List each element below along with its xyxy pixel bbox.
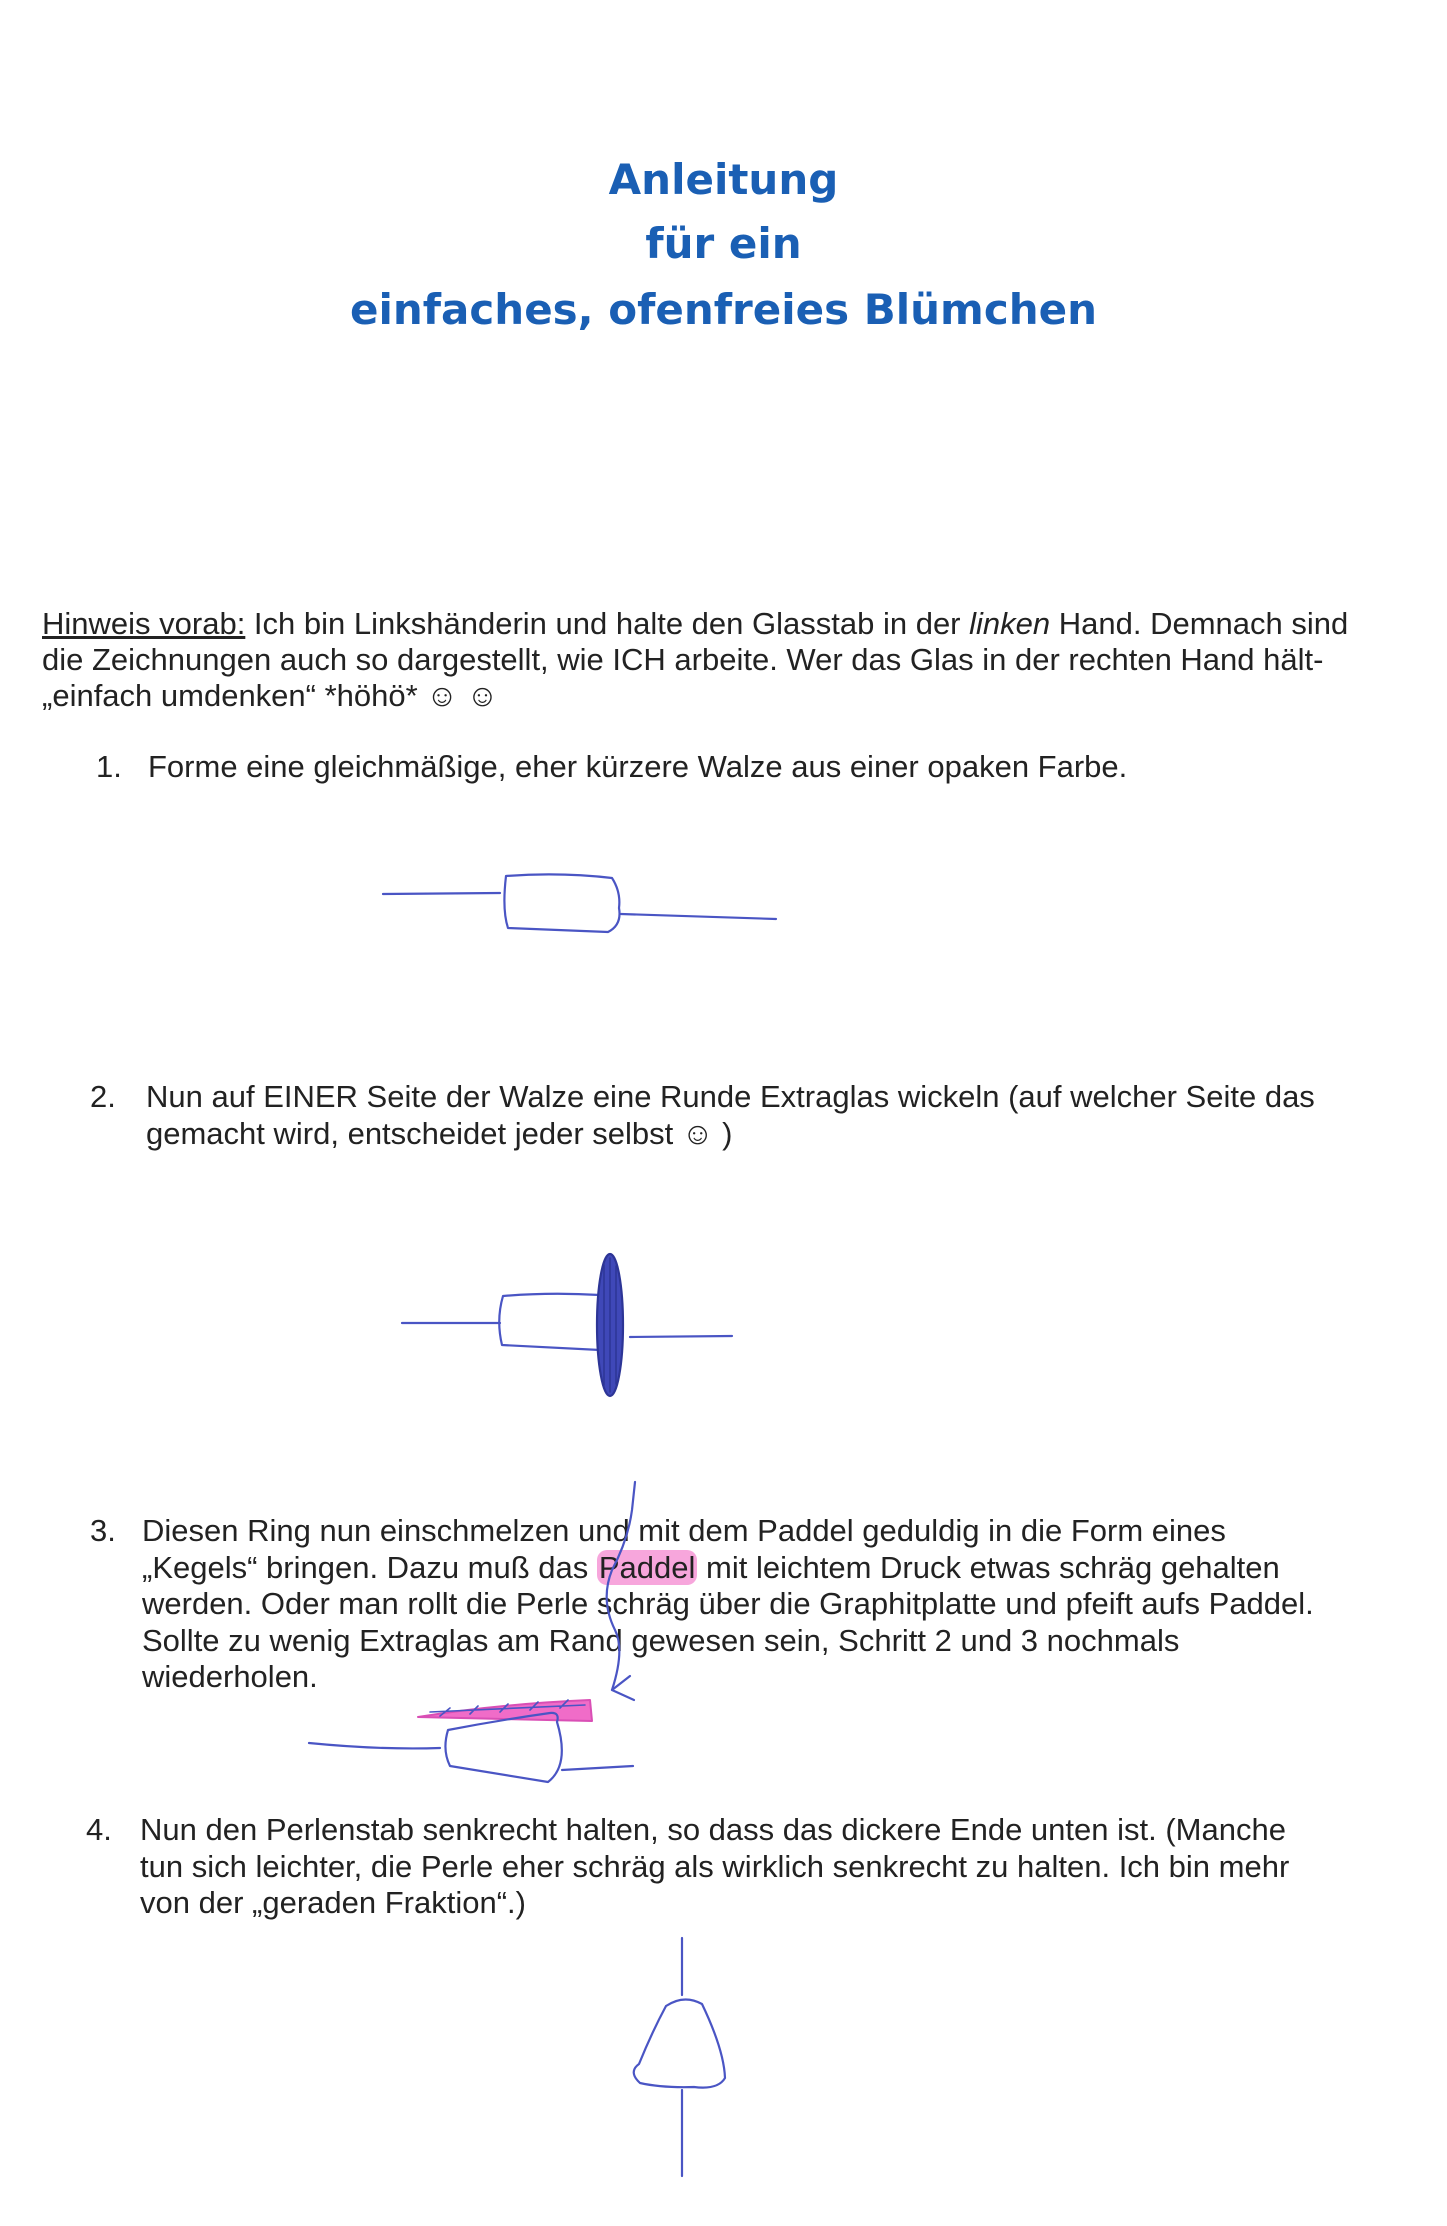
step-line: Nun auf EINER Seite der Walze eine Runde Extraglas wickeln (auf welcher Seite das: [146, 1079, 1315, 1114]
step-line: „Kegels“ bringen. Dazu muß das Paddel mit leichtem Druck etwas schräg gehalten: [142, 1549, 1280, 1585]
note-text-1: Ich bin Linkshänderin und halte den Glasstab in der: [245, 606, 970, 641]
step-number: 2.: [90, 1079, 116, 1114]
step-line: tun sich leichter, die Perle eher schräg als wirklich senkrecht zu halten. Ich bin mehr: [140, 1848, 1290, 1884]
cylinder-drawing: [383, 874, 776, 932]
step-line: werden. Oder man rollt die Perle schräg über die Graphitplatte und pfeift aufs Paddel.: [142, 1586, 1314, 1621]
step-number: 1.: [96, 749, 122, 784]
title-line-3: einfaches, ofenfreies Blümchen: [350, 285, 1097, 334]
step-line: Diesen Ring nun einschmelzen und mit dem Paddel geduldig in die Form eines: [142, 1513, 1226, 1548]
step-line: gemacht wird, entscheidet jeder selbst ☺ ): [146, 1115, 733, 1151]
step-number: 4.: [86, 1812, 112, 1847]
step-line: Nun den Perlenstab senkrecht halten, so dass das dickere Ende unten ist. (Manche: [140, 1812, 1286, 1847]
cylinder-with-ring-drawing: [402, 1254, 732, 1396]
step-line: Forme eine gleichmäßige, eher kürzere Walze aus einer opaken Farbe.: [148, 749, 1128, 784]
vertical-cone-drawing: [634, 1938, 725, 2176]
note-italic: linken: [969, 606, 1051, 641]
cone-with-paddle-drawing: [309, 1482, 635, 1782]
step-line: von der „geraden Fraktion“.): [140, 1885, 526, 1920]
title-line-1: Anleitung: [608, 155, 839, 204]
step-number: 3.: [90, 1513, 116, 1548]
note-label: Hinweis vorab:: [42, 606, 246, 641]
step-line: Sollte zu wenig Extraglas am Rand gewesen sein, Schritt 2 und 3 nochmals: [142, 1622, 1180, 1658]
highlighted-word-paddel: Paddel: [598, 1549, 696, 1585]
step-line: wiederholen.: [142, 1659, 318, 1694]
note-text-2: Hand. Demnach sind die Zeichnungen auch so dargestellt, wie ICH arbeite. Wer das Glas in der rechten Hand hält- „einfach umdenken“ *höhö* ☺ ☺: [42, 606, 1349, 713]
title-line-2: für ein: [645, 219, 802, 268]
